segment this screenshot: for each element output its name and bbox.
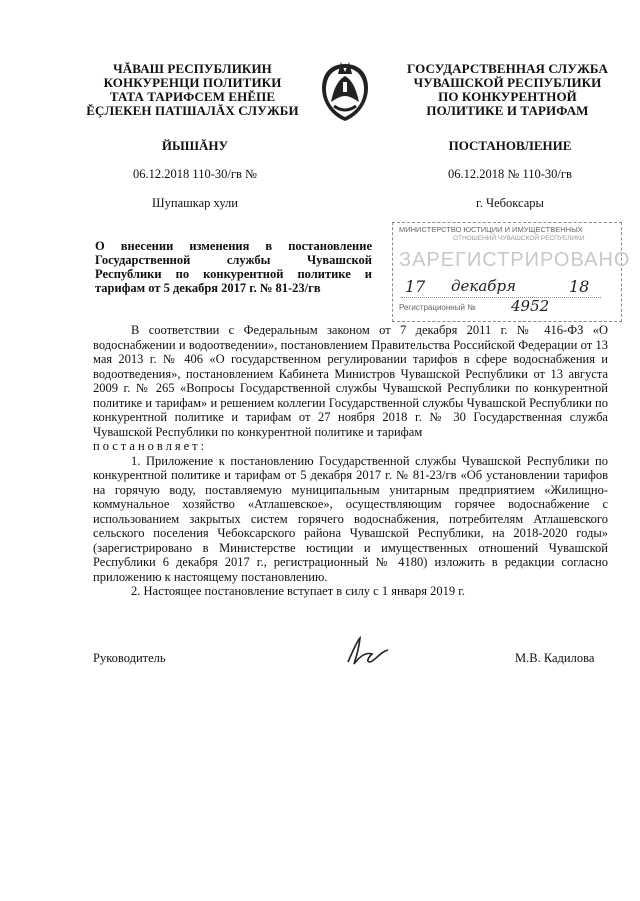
stamp-month: декабря	[451, 277, 516, 295]
subject-line: О внесении изменения в постановление	[95, 239, 372, 253]
emblem-icon	[316, 58, 374, 124]
city-left: Шупашкар хули	[152, 196, 238, 210]
registration-stamp	[392, 222, 631, 322]
signature-position: Руководитель	[93, 651, 166, 665]
subject-line: Республики по конкурентной политике и	[95, 267, 372, 281]
document-subject	[95, 239, 372, 295]
stamp-ministry-line: МИНИСТЕРСТВО ЮСТИЦИИ И ИМУЩЕСТВЕННЫХ	[399, 225, 583, 234]
preamble-paragraph: В соответствии с Федеральным законом от 7 декабря 2011 г. № 416-ФЗ «О водоснабжении и водоотведении», постановлением Правительства Российской Федерации от 13 мая 2013 г. № 406 «О государственном регулировании тарифов в сфере водоснабжения и водоотведения», постановлением Кабинета Министров Чувашской Республики от 13 августа 2009 г. № 265 «Вопросы Государственной службы Чувашской Республики по конкурентной политике и тарифам» и решением коллегии Государственной службы Чувашской Республики по конкурентной политике и тарифам от 27 ноября 2018 г. № 30 Государственная служба Чувашской Республики по конкурентной политике и тарифам	[93, 323, 608, 439]
header-left-org	[60, 62, 325, 118]
stamp-reg-number: 4952	[511, 297, 550, 315]
header-left-line: ЧĂВАШ РЕСПУБЛИКИН	[113, 61, 272, 76]
document-body	[93, 323, 608, 599]
stamp-day: 17	[405, 277, 426, 296]
header-left-line: ТАТА ТАРИФСЕМ ЕНĔПЕ	[109, 89, 276, 104]
item-2-paragraph: 2. Настоящее постановление вступает в силу с 1 января 2019 г.	[131, 584, 466, 598]
subject-line: тарифам от 5 декабря 2017 г. № 81-23/гв	[95, 281, 321, 295]
doc-type-right: ПОСТАНОВЛЕНИЕ	[448, 138, 572, 153]
handwritten-signature	[344, 634, 394, 668]
doc-type-left: ЙЫШĂНУ	[161, 138, 229, 153]
header-right-line: ПОЛИТИКЕ И ТАРИФАМ	[426, 103, 589, 118]
stamp-year: 18	[569, 277, 590, 296]
date-number-left: 06.12.2018 110-30/гв №	[133, 167, 257, 181]
date-number-right: 06.12.2018 № 110-30/гв	[448, 167, 572, 181]
header-right-line: ГОСУДАРСТВЕННАЯ СЛУЖБА	[407, 61, 608, 76]
stamp-registered-word: ЗАРЕГИСТРИРОВАНО	[399, 249, 631, 271]
decree-word: постановляет:	[93, 439, 208, 453]
header-right-line: ПО КОНКУРЕНТНОЙ	[438, 89, 577, 104]
header-left-line: КОНКУРЕНЦИ ПОЛИТИКИ	[103, 75, 282, 90]
stamp-date	[401, 277, 611, 297]
header-right-org	[370, 62, 640, 118]
subject-line: Государственной службы Чувашской	[95, 253, 372, 267]
header-left-line: ĔÇЛЕКЕН ПАТШАЛĂХ СЛУЖБИ	[86, 103, 299, 118]
stamp-ministry-line-2: ОТНОШЕНИЙ ЧУВАШСКОЙ РЕСПУБЛИКИ	[453, 235, 585, 242]
signature-name: М.В. Кадилова	[515, 651, 595, 665]
header-right-line: ЧУВАШСКОЙ РЕСПУБЛИКИ	[413, 75, 602, 90]
stamp-reg-label: Регистрационный №	[399, 303, 476, 312]
city-right: г. Чебоксары	[476, 196, 544, 210]
item-1-paragraph: 1. Приложение к постановлению Государственной службы Чувашской Республики по конкурентной политике и тарифам от 5 декабря 2017 г. № 81-23/гв «Об установлении тарифов на горячую воду, поставляемую муниципальным унитарным предприятием «Жилищно-коммунальное хозяйство «Атлашевское», осуществляющим горячее водоснабжение с использованием закрытых систем горячего водоснабжения, потребителям Атлашевского сельского поселения Чебоксарского района Чувашской Республики, на 2018-2020 годы» (зарегистрировано в Министерстве юстиции и имущественных отношений Чувашской Республики 6 декабря 2017 г., регистрационный № 4180) изложить в редакции согласно приложению к настоящему постановлению.	[93, 453, 608, 584]
